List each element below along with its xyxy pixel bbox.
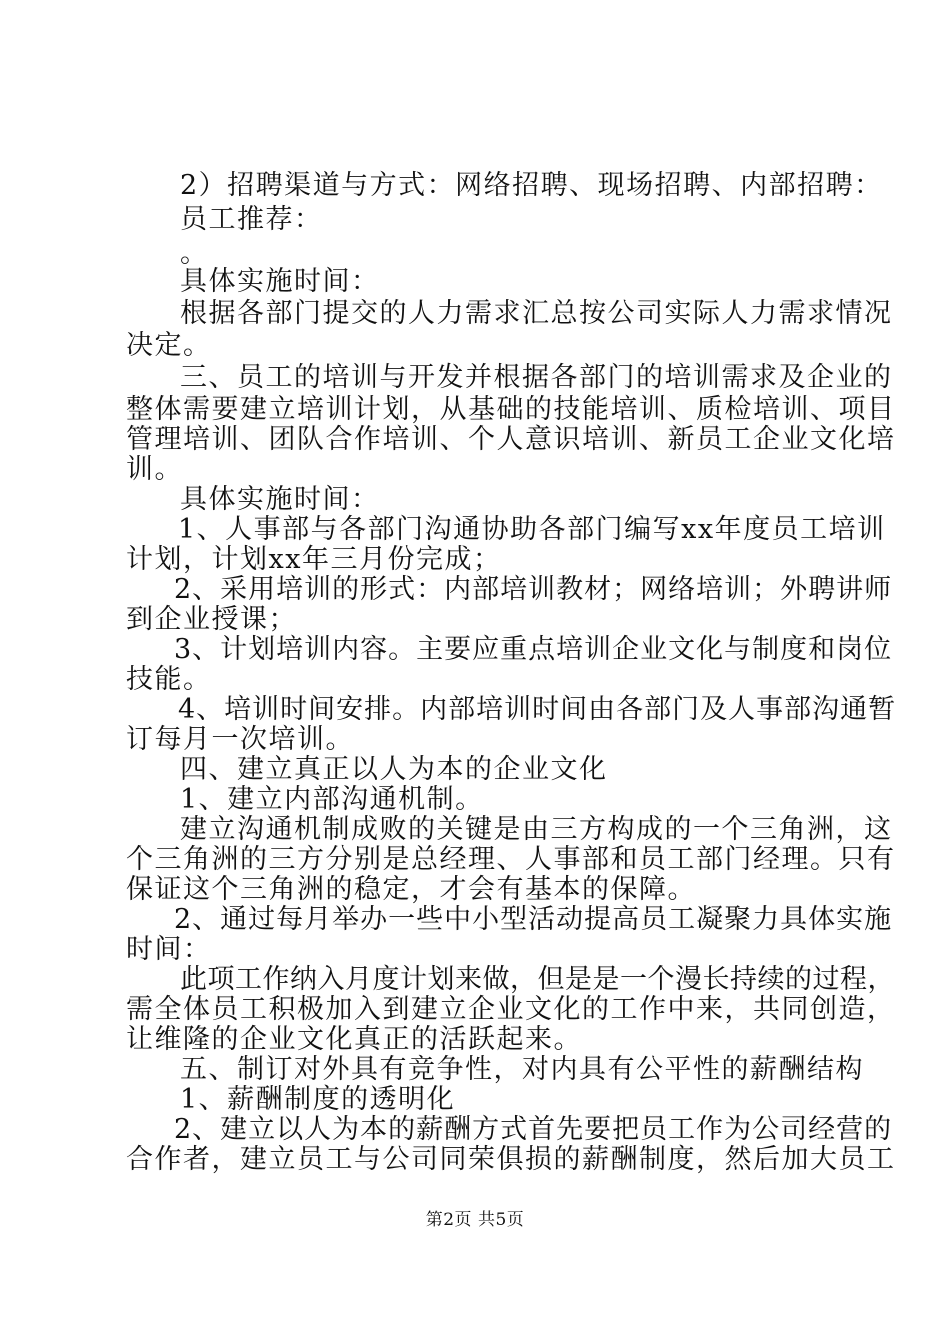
text-line: 让维隆的企业文化真正的活跃起来。: [126, 1024, 582, 1055]
text-line: 整体需要建立培训计划，从基础的技能培训、质检培训、项目: [126, 394, 896, 425]
text-line: 员工推荐：: [180, 204, 323, 235]
text-line: 1、薪酬制度的透明化: [180, 1084, 456, 1115]
text-line: 具体实施时间：: [180, 266, 380, 297]
text-line: 管理培训、团队合作培训、个人意识培训、新员工企业文化培: [126, 424, 896, 455]
text-line: 三、员工的培训与开发并根据各部门的培训需求及企业的: [180, 362, 893, 393]
text-line: 五、制订对外具有竞争性，对内具有公平性的薪酬结构: [180, 1054, 864, 1085]
text-line: 时间：: [126, 934, 212, 965]
text-line: 建立沟通机制成败的关键是由三方构成的一个三角洲，这: [180, 814, 893, 845]
text-line: 合作者，建立员工与公司同荣俱损的薪酬制度，然后加大员工: [126, 1144, 896, 1175]
text-line: 订每月一次培训。: [126, 724, 354, 755]
text-line: 需全体员工积极加入到建立企业文化的工作中来，共同创造，: [126, 994, 896, 1025]
text-line: 2）招聘渠道与方式：网络招聘、现场招聘、内部招聘：: [180, 170, 883, 201]
text-line: 2、采用培训的形式：内部培训教材；网络培训；外聘讲师: [174, 574, 893, 605]
text-line: 。: [180, 238, 209, 269]
text-line: 1、人事部与各部门沟通协助各部门编写xx年度员工培训: [178, 514, 886, 545]
text-line: 保证这个三角洲的稳定，才会有基本的保障。: [126, 874, 696, 905]
text-line: 2、通过每月举办一些中小型活动提高员工凝聚力具体实施: [174, 904, 893, 935]
text-line: 1、建立内部沟通机制。: [180, 784, 484, 815]
text-line: 3、计划培训内容。主要应重点培训企业文化与制度和岗位: [174, 634, 893, 665]
text-line: 具体实施时间：: [180, 484, 380, 515]
text-line: 2、建立以人为本的薪酬方式首先要把员工作为公司经营的: [174, 1114, 893, 1145]
text-line: 到企业授课；: [126, 604, 297, 635]
page-number-footer: 第2页 共5页: [425, 1210, 525, 1230]
text-line: 技能。: [126, 664, 212, 695]
text-line: 个三角洲的三方分别是总经理、人事部和员工部门经理。只有: [126, 844, 896, 875]
text-line: 计划，计划xx年三月份完成；: [126, 544, 502, 575]
text-line: 训。: [126, 454, 183, 485]
text-line: 根据各部门提交的人力需求汇总按公司实际人力需求情况: [180, 298, 893, 329]
text-line: 四、建立真正以人为本的企业文化: [180, 754, 608, 785]
text-line: 4、培训时间安排。内部培训时间由各部门及人事部沟通暂: [178, 694, 897, 725]
text-line: 决定。: [126, 330, 212, 361]
text-line: 此项工作纳入月度计划来做，但是是一个漫长持续的过程，: [180, 964, 895, 995]
